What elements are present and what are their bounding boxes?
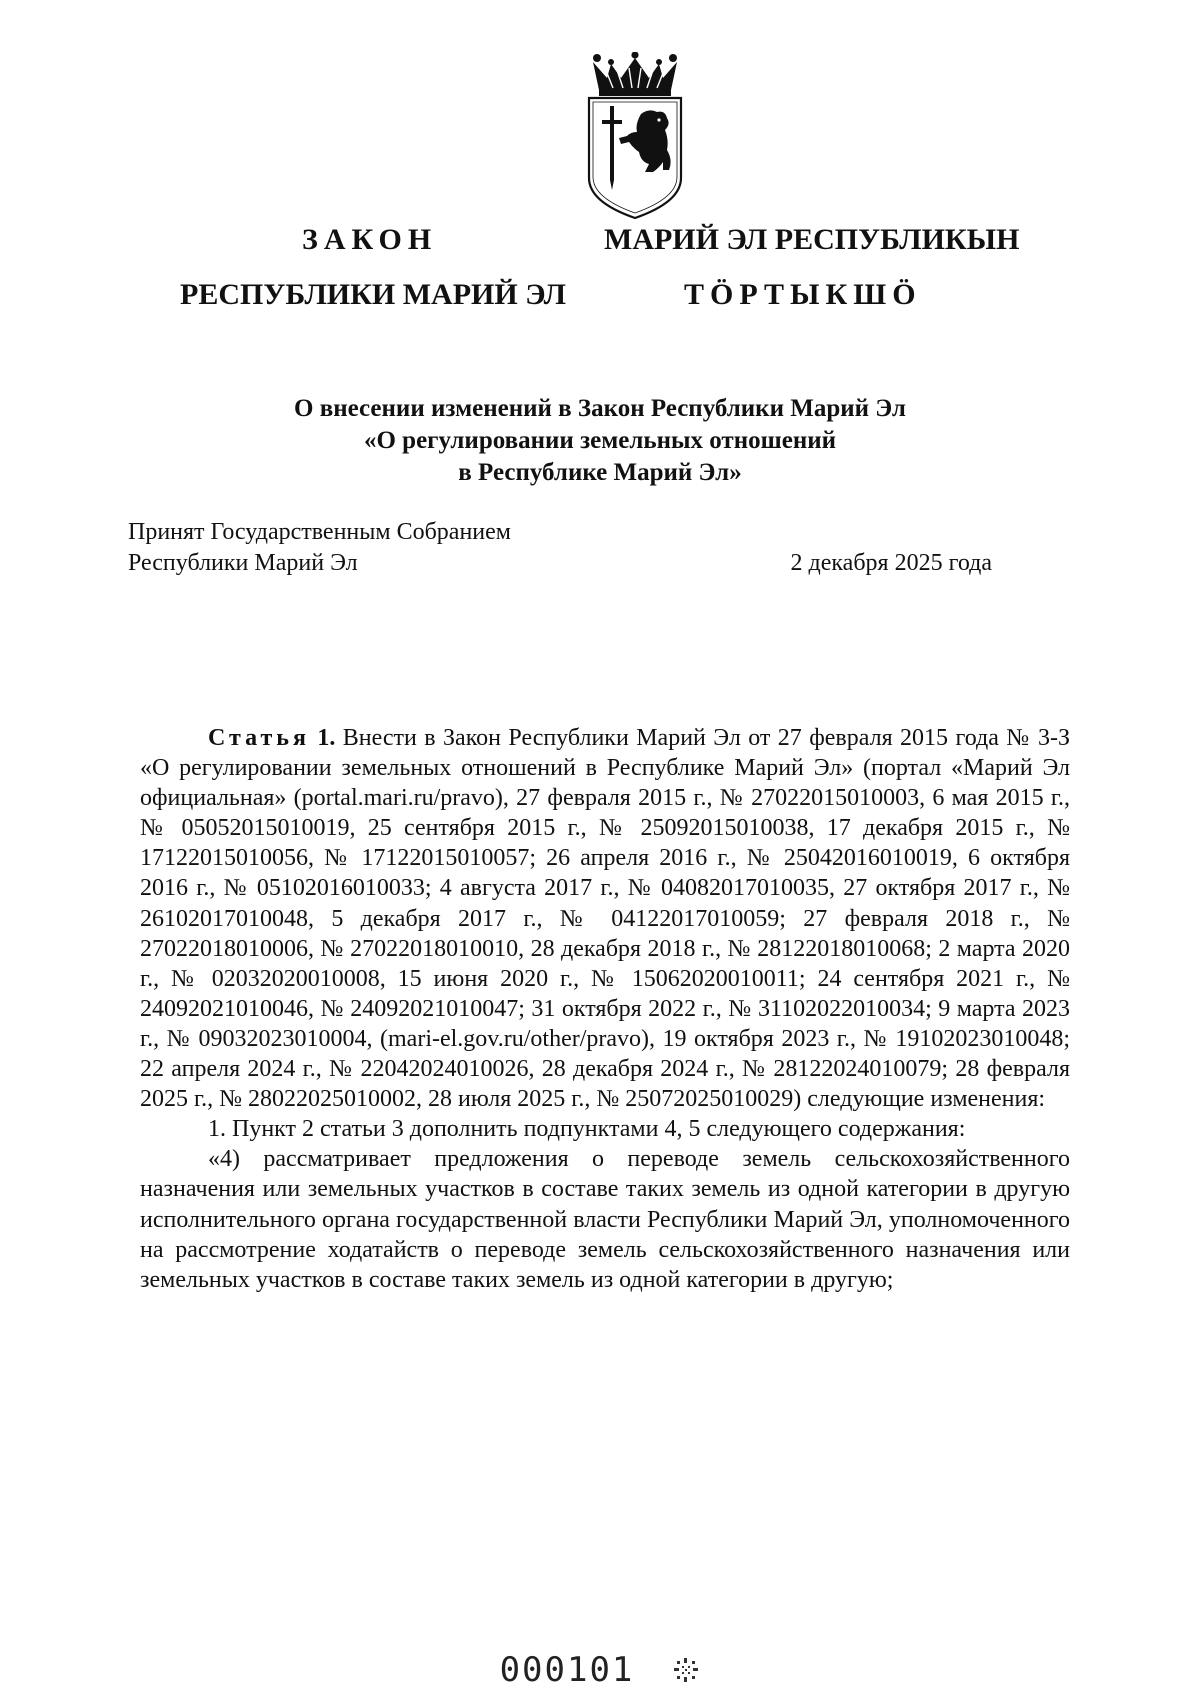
adoption-body-line2: Республики Марий Эл: [128, 550, 358, 576]
law-title-line: в Республике Марий Эл»: [458, 459, 742, 486]
coat-of-arms-icon: [583, 52, 687, 222]
header-republic-mari: МАРИЙ ЭЛ РЕСПУБЛИКЫН: [604, 223, 1020, 256]
article-number: 1.: [317, 725, 336, 751]
article-1-text: Внести в Закон Республики Марий Эл от 27 февраля 2015 года № 3-З «О регулировании земельных отношений в Республике Марий Эл» (портал «Марий Эл официальная» (portal.mari.ru/pravo), 27 февраля 2015 г., № 27022015010003, 6 мая 2015 г., № 05052015010019, 25 сентября 2015 г., № 25092015010038, 17 декабря 2015 г., № 17122015010056, № 17122015010057; 26 апреля 2016 г., № 25042016010019, 6 октября 2016 г., № 05102016010033; 4 августа 2017 г., № 04082017010035, 27 октября 2017 г., № 26102017010048, 5 декабря 2017 г., № 04122017010059; 27 февраля 2018 г., № 27022018010006, № 27022018010010, 28 декабря 2018 г., № 28122018010068; 2 марта 2020 г., № 02032020010008, 15 июня 2020 г., № 15062020010011; 24 сентября 2021 г., № 24092021010046, № 24092021010047; 31 октября 2022 г., № 31102022010034; 9 марта 2023 г., № 09032023010004, (mari-el.gov.ru/other/pravo), 19 октября 2023 г., № 19102023010048; 22 апреля 2024 г., № 22042024010026, 28 декабря 2024 г., № 28122024010079; 28 февраля 2025 г., № 28022025010002, 28 июля 2025 г., № 25072025010029) следующие изменения:: [140, 725, 1071, 1113]
law-title-line: О внесении изменений в Закон Республики Марий Эл: [294, 395, 906, 422]
article-1-paragraph: [140, 723, 1070, 1114]
article-label: Статья: [208, 725, 310, 751]
law-body: [140, 723, 1070, 1295]
adoption-date: 2 декабря 2025 года: [790, 550, 992, 576]
header-law-title-ru: ЗАКОН: [302, 223, 438, 256]
header-law-title-mari: ТӦРТЫКШӦ: [684, 278, 922, 311]
item-1-paragraph: 1. Пункт 2 статьи 3 дополнить подпунктами 4, 5 следующего содержания:: [208, 1116, 966, 1143]
subitem-4-paragraph: «4) рассматривает предложения о переводе земель сельскохозяйственного назначения или земельных участков в составе таких земель из одной категории в другую исполнительного органа государственной власти Республики Марий Эл, уполномоченного на рассмотрение ходатайств о переводе земель сельскохозяйственного назначения или земельных участков в составе таких земель из одной категории в другую;: [140, 1146, 1070, 1293]
law-title-line: «О регулировании земельных отношений: [363, 427, 837, 454]
page-footer: [0, 1650, 1200, 1690]
adoption-body-line1: Принят Государственным Собранием: [128, 519, 511, 545]
header-republic-ru: РЕСПУБЛИКИ МАРИЙ ЭЛ: [180, 278, 567, 311]
law-title: [130, 393, 1070, 489]
barcode-mark-icon: [672, 1656, 700, 1684]
serial-number: 000101: [499, 1650, 635, 1690]
